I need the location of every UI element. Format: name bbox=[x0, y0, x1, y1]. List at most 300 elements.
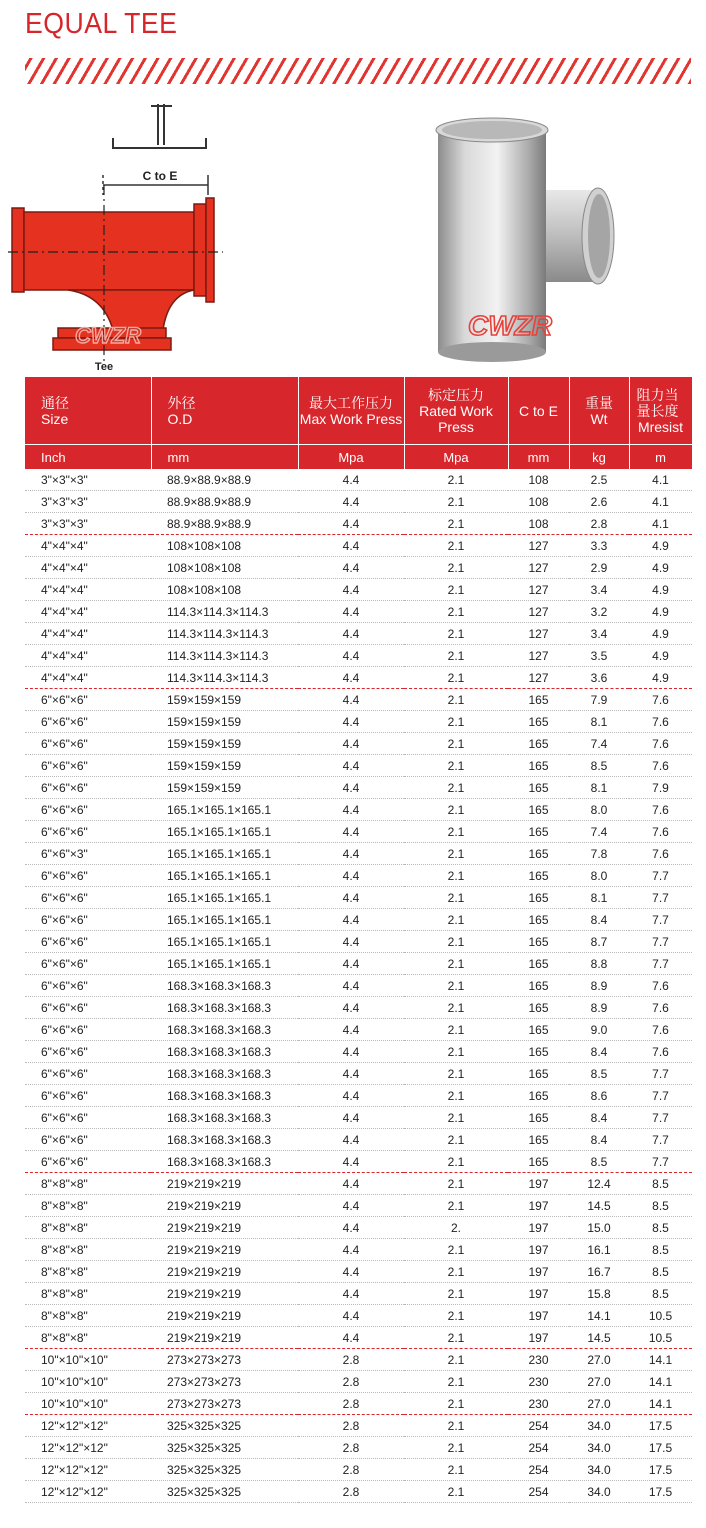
table-cell: 12"×12"×12" bbox=[25, 1415, 151, 1437]
table-cell: 4.4 bbox=[298, 1063, 404, 1085]
table-cell: 2.1 bbox=[404, 1327, 508, 1349]
table-cell: 7.6 bbox=[629, 821, 692, 843]
table-cell: 2.1 bbox=[404, 843, 508, 865]
table-cell: 6"×6"×6" bbox=[25, 733, 151, 755]
table-cell: 2.1 bbox=[404, 997, 508, 1019]
table-cell: 8.9 bbox=[569, 997, 629, 1019]
table-cell: 8"×8"×8" bbox=[25, 1239, 151, 1261]
table-cell: 8.1 bbox=[569, 887, 629, 909]
header-en: Max Work Press bbox=[299, 410, 403, 427]
table-cell: 197 bbox=[508, 1217, 569, 1239]
table-cell: 2.1 bbox=[404, 1371, 508, 1393]
table-cell: 8.4 bbox=[569, 1129, 629, 1151]
table-cell: 7.7 bbox=[629, 1129, 692, 1151]
table-row bbox=[25, 601, 692, 623]
table-cell: 8.7 bbox=[569, 931, 629, 953]
table-cell: 197 bbox=[508, 1261, 569, 1283]
table-cell: 165.1×165.1×165.1 bbox=[151, 931, 298, 953]
table-cell: 108×108×108 bbox=[151, 557, 298, 579]
table-cell: 168.3×168.3×168.3 bbox=[151, 1063, 298, 1085]
table-cell: 2.8 bbox=[298, 1481, 404, 1503]
table-row bbox=[25, 975, 692, 997]
table-cell: 2.1 bbox=[404, 799, 508, 821]
table-row bbox=[25, 689, 692, 711]
table-cell: 165.1×165.1×165.1 bbox=[151, 843, 298, 865]
table-cell: 3.3 bbox=[569, 535, 629, 557]
table-cell: 165 bbox=[508, 689, 569, 711]
table-cell: 16.1 bbox=[569, 1239, 629, 1261]
table-cell: 159×159×159 bbox=[151, 689, 298, 711]
table-cell: 4.4 bbox=[298, 1261, 404, 1283]
table-row bbox=[25, 1173, 692, 1195]
table-cell: 197 bbox=[508, 1173, 569, 1195]
table-cell: 2.1 bbox=[404, 1349, 508, 1371]
table-cell: 8.5 bbox=[629, 1261, 692, 1283]
table-cell: 10.5 bbox=[629, 1327, 692, 1349]
table-cell: 2.1 bbox=[404, 1283, 508, 1305]
table-row bbox=[25, 997, 692, 1019]
table-cell: 2.5 bbox=[569, 469, 629, 491]
table-cell: 8.8 bbox=[569, 953, 629, 975]
profile-symbol-icon bbox=[113, 104, 206, 148]
table-cell: 4.9 bbox=[629, 667, 692, 689]
table-cell: 7.7 bbox=[629, 887, 692, 909]
table-cell: 4.4 bbox=[298, 1173, 404, 1195]
header-zh: 阻力当量长度 bbox=[636, 386, 679, 419]
table-cell: 17.5 bbox=[629, 1437, 692, 1459]
table-cell: 7.7 bbox=[629, 1085, 692, 1107]
header-zh: 通径 bbox=[41, 394, 69, 411]
table-cell: 4"×4"×4" bbox=[25, 535, 151, 557]
header-en: O.D bbox=[167, 410, 193, 427]
header-zh: 标定压力 bbox=[428, 386, 484, 403]
table-cell: 2.1 bbox=[404, 1041, 508, 1063]
table-cell: 197 bbox=[508, 1305, 569, 1327]
table-cell: 4.4 bbox=[298, 623, 404, 645]
table-row bbox=[25, 645, 692, 667]
table-cell: 2.8 bbox=[298, 1393, 404, 1415]
table-cell: 4.4 bbox=[298, 491, 404, 513]
table-cell: 2.1 bbox=[404, 557, 508, 579]
table-cell: 4"×4"×4" bbox=[25, 601, 151, 623]
table-cell: 4.4 bbox=[298, 821, 404, 843]
table-cell: 2.1 bbox=[404, 1019, 508, 1041]
table-cell: 4"×4"×4" bbox=[25, 667, 151, 689]
table-row bbox=[25, 1019, 692, 1041]
table-cell: 8.9 bbox=[569, 975, 629, 997]
table-cell: 325×325×325 bbox=[151, 1459, 298, 1481]
table-cell: 8.5 bbox=[629, 1195, 692, 1217]
table-cell: 2.1 bbox=[404, 601, 508, 623]
table-cell: 108×108×108 bbox=[151, 535, 298, 557]
unit-cell: mm bbox=[508, 445, 569, 470]
table-cell: 168.3×168.3×168.3 bbox=[151, 1107, 298, 1129]
table-cell: 114.3×114.3×114.3 bbox=[151, 623, 298, 645]
table-cell: 219×219×219 bbox=[151, 1239, 298, 1261]
table-cell: 165 bbox=[508, 711, 569, 733]
table-cell: 6"×6"×6" bbox=[25, 931, 151, 953]
table-cell: 6"×6"×6" bbox=[25, 777, 151, 799]
table-cell: 10"×10"×10" bbox=[25, 1393, 151, 1415]
table-cell: 4.9 bbox=[629, 535, 692, 557]
table-cell: 2.1 bbox=[404, 777, 508, 799]
table-row bbox=[25, 469, 692, 491]
table-row bbox=[25, 1085, 692, 1107]
table-row bbox=[25, 777, 692, 799]
table-cell: 219×219×219 bbox=[151, 1305, 298, 1327]
table-cell: 4.4 bbox=[298, 865, 404, 887]
table-cell: 8.0 bbox=[569, 865, 629, 887]
table-cell: 254 bbox=[508, 1481, 569, 1503]
table-cell: 6"×6"×6" bbox=[25, 799, 151, 821]
table-cell: 2.1 bbox=[404, 1305, 508, 1327]
table-cell: 3.5 bbox=[569, 645, 629, 667]
table-cell: 6"×6"×6" bbox=[25, 997, 151, 1019]
table-cell: 4.1 bbox=[629, 513, 692, 535]
table-row bbox=[25, 1393, 692, 1415]
table-cell: 7.6 bbox=[629, 689, 692, 711]
table-cell: 165.1×165.1×165.1 bbox=[151, 953, 298, 975]
table-cell: 2.1 bbox=[404, 1173, 508, 1195]
table-cell: 197 bbox=[508, 1195, 569, 1217]
table-cell: 4.4 bbox=[298, 469, 404, 491]
table-cell: 8"×8"×8" bbox=[25, 1283, 151, 1305]
table-cell: 2.1 bbox=[404, 1393, 508, 1415]
table-cell: 168.3×168.3×168.3 bbox=[151, 1085, 298, 1107]
table-row bbox=[25, 909, 692, 931]
unit-cell: m bbox=[629, 445, 692, 470]
table-cell: 168.3×168.3×168.3 bbox=[151, 1019, 298, 1041]
table-row bbox=[25, 579, 692, 601]
table-cell: 165 bbox=[508, 865, 569, 887]
table-cell: 8.4 bbox=[569, 1107, 629, 1129]
table-cell: 4.4 bbox=[298, 1327, 404, 1349]
table-cell: 165 bbox=[508, 733, 569, 755]
table-cell: 4.9 bbox=[629, 645, 692, 667]
table-cell: 6"×6"×6" bbox=[25, 755, 151, 777]
table-cell: 8.5 bbox=[569, 1151, 629, 1173]
table-cell: 165 bbox=[508, 1129, 569, 1151]
table-cell: 9.0 bbox=[569, 1019, 629, 1041]
unit-cell: kg bbox=[569, 445, 629, 470]
table-cell: 168.3×168.3×168.3 bbox=[151, 997, 298, 1019]
table-cell: 165 bbox=[508, 997, 569, 1019]
table-cell: 4.4 bbox=[298, 557, 404, 579]
table-cell: 14.1 bbox=[569, 1305, 629, 1327]
table-cell: 15.0 bbox=[569, 1217, 629, 1239]
table-cell: 8.6 bbox=[569, 1085, 629, 1107]
header-en: Rated Work Press bbox=[419, 402, 493, 435]
table-cell: 2.1 bbox=[404, 469, 508, 491]
table-cell: 7.7 bbox=[629, 1063, 692, 1085]
table-cell: 4.4 bbox=[298, 909, 404, 931]
table-cell: 7.7 bbox=[629, 1107, 692, 1129]
table-cell: 10"×10"×10" bbox=[25, 1349, 151, 1371]
decorative-stripes bbox=[25, 58, 691, 84]
table-cell: 165 bbox=[508, 821, 569, 843]
table-cell: 2.9 bbox=[569, 557, 629, 579]
table-cell: 8"×8"×8" bbox=[25, 1217, 151, 1239]
table-cell: 114.3×114.3×114.3 bbox=[151, 645, 298, 667]
table-cell: 2.1 bbox=[404, 865, 508, 887]
table-cell: 7.6 bbox=[629, 799, 692, 821]
table-cell: 165.1×165.1×165.1 bbox=[151, 821, 298, 843]
table-cell: 34.0 bbox=[569, 1437, 629, 1459]
table-cell: 108 bbox=[508, 491, 569, 513]
table-row bbox=[25, 1481, 692, 1503]
table-cell: 4.4 bbox=[298, 1019, 404, 1041]
table-row bbox=[25, 623, 692, 645]
table-cell: 2.8 bbox=[569, 513, 629, 535]
table-cell: 165 bbox=[508, 909, 569, 931]
table-cell: 165 bbox=[508, 887, 569, 909]
table-cell: 4.4 bbox=[298, 535, 404, 557]
table-cell: 34.0 bbox=[569, 1415, 629, 1437]
table-row bbox=[25, 865, 692, 887]
table-cell: 2.1 bbox=[404, 821, 508, 843]
table-cell: 165 bbox=[508, 953, 569, 975]
table-row bbox=[25, 491, 692, 513]
table-cell: 219×219×219 bbox=[151, 1327, 298, 1349]
table-cell: 27.0 bbox=[569, 1393, 629, 1415]
watermark-left: CWZR bbox=[75, 323, 141, 348]
table-cell: 7.4 bbox=[569, 821, 629, 843]
table-cell: 165.1×165.1×165.1 bbox=[151, 909, 298, 931]
table-cell: 8.1 bbox=[569, 711, 629, 733]
unit-cell: Mpa bbox=[298, 445, 404, 470]
table-cell: 165.1×165.1×165.1 bbox=[151, 865, 298, 887]
column-header bbox=[298, 377, 404, 445]
table-cell: 2.1 bbox=[404, 1151, 508, 1173]
table-cell: 4.9 bbox=[629, 623, 692, 645]
table-cell: 8.5 bbox=[629, 1173, 692, 1195]
table-cell: 254 bbox=[508, 1415, 569, 1437]
table-cell: 7.7 bbox=[629, 953, 692, 975]
table-cell: 88.9×88.9×88.9 bbox=[151, 513, 298, 535]
table-row bbox=[25, 513, 692, 535]
table-cell: 114.3×114.3×114.3 bbox=[151, 667, 298, 689]
table-row bbox=[25, 1195, 692, 1217]
table-cell: 159×159×159 bbox=[151, 733, 298, 755]
table-cell: 2.1 bbox=[404, 1481, 508, 1503]
table-cell: 6"×6"×6" bbox=[25, 1085, 151, 1107]
table-cell: 6"×6"×6" bbox=[25, 1019, 151, 1041]
header-row bbox=[25, 377, 692, 445]
dimension-label: C to E bbox=[142, 169, 178, 183]
column-header bbox=[404, 377, 508, 445]
header-zh: 最大工作压力 bbox=[309, 394, 393, 411]
table-cell: 17.5 bbox=[629, 1481, 692, 1503]
table-cell: 2.1 bbox=[404, 711, 508, 733]
table-cell: 2.1 bbox=[404, 953, 508, 975]
table-cell: 7.4 bbox=[569, 733, 629, 755]
table-cell: 4.4 bbox=[298, 843, 404, 865]
table-cell: 159×159×159 bbox=[151, 777, 298, 799]
table-cell: 17.5 bbox=[629, 1415, 692, 1437]
table-cell: 2.1 bbox=[404, 931, 508, 953]
table-cell: 7.6 bbox=[629, 997, 692, 1019]
table-cell: 27.0 bbox=[569, 1371, 629, 1393]
table-cell: 7.6 bbox=[629, 1041, 692, 1063]
table-cell: 7.7 bbox=[629, 931, 692, 953]
table-cell: 6"×6"×6" bbox=[25, 1107, 151, 1129]
table-cell: 2.1 bbox=[404, 1459, 508, 1481]
table-cell: 165 bbox=[508, 1085, 569, 1107]
table-cell: 4.4 bbox=[298, 887, 404, 909]
table-cell: 14.1 bbox=[629, 1393, 692, 1415]
table-cell: 168.3×168.3×168.3 bbox=[151, 1151, 298, 1173]
table-cell: 219×219×219 bbox=[151, 1195, 298, 1217]
table-row bbox=[25, 887, 692, 909]
table-cell: 165 bbox=[508, 1107, 569, 1129]
table-cell: 4.9 bbox=[629, 579, 692, 601]
header-en: Size bbox=[41, 410, 69, 427]
table-cell: 6"×6"×6" bbox=[25, 1063, 151, 1085]
table-cell: 273×273×273 bbox=[151, 1371, 298, 1393]
table-cell: 12"×12"×12" bbox=[25, 1481, 151, 1503]
table-cell: 2.1 bbox=[404, 887, 508, 909]
table-cell: 3"×3"×3" bbox=[25, 491, 151, 513]
table-cell: 2.1 bbox=[404, 1107, 508, 1129]
table-cell: 2.1 bbox=[404, 975, 508, 997]
table-row bbox=[25, 1415, 692, 1437]
table-cell: 2.1 bbox=[404, 755, 508, 777]
header-en: Wt bbox=[590, 410, 608, 427]
table-cell: 3.4 bbox=[569, 579, 629, 601]
table-cell: 159×159×159 bbox=[151, 711, 298, 733]
table-cell: 4.4 bbox=[298, 579, 404, 601]
table-row bbox=[25, 1437, 692, 1459]
table-cell: 2.1 bbox=[404, 513, 508, 535]
table-cell: 108×108×108 bbox=[151, 579, 298, 601]
table-cell: 8"×8"×8" bbox=[25, 1195, 151, 1217]
table-cell: 325×325×325 bbox=[151, 1481, 298, 1503]
table-cell: 4.4 bbox=[298, 1151, 404, 1173]
table-cell: 8.5 bbox=[569, 755, 629, 777]
table-cell: 4.4 bbox=[298, 1041, 404, 1063]
table-cell: 14.5 bbox=[569, 1195, 629, 1217]
table-cell: 2.8 bbox=[298, 1349, 404, 1371]
table-cell: 4.1 bbox=[629, 469, 692, 491]
table-cell: 219×219×219 bbox=[151, 1173, 298, 1195]
table-cell: 4.4 bbox=[298, 513, 404, 535]
table-cell: 8.0 bbox=[569, 799, 629, 821]
spec-table bbox=[25, 377, 693, 1503]
table-cell: 2.1 bbox=[404, 733, 508, 755]
table-cell: 7.6 bbox=[629, 1019, 692, 1041]
table-cell: 6"×6"×6" bbox=[25, 975, 151, 997]
table-cell: 4.4 bbox=[298, 997, 404, 1019]
table-row bbox=[25, 755, 692, 777]
table-cell: 165 bbox=[508, 1041, 569, 1063]
column-header bbox=[25, 377, 151, 445]
table-cell: 325×325×325 bbox=[151, 1415, 298, 1437]
table-cell: 4.4 bbox=[298, 1283, 404, 1305]
table-cell: 2.1 bbox=[404, 535, 508, 557]
table-cell: 159×159×159 bbox=[151, 755, 298, 777]
table-cell: 4.4 bbox=[298, 601, 404, 623]
table-cell: 7.7 bbox=[629, 865, 692, 887]
table-cell: 4.4 bbox=[298, 755, 404, 777]
table-cell: 197 bbox=[508, 1327, 569, 1349]
table-cell: 4.4 bbox=[298, 733, 404, 755]
table-cell: 4.4 bbox=[298, 931, 404, 953]
table-cell: 4"×4"×4" bbox=[25, 579, 151, 601]
table-row bbox=[25, 667, 692, 689]
table-cell: 2.1 bbox=[404, 645, 508, 667]
unit-cell: Inch bbox=[25, 445, 151, 470]
table-cell: 165 bbox=[508, 975, 569, 997]
table-row bbox=[25, 843, 692, 865]
table-cell: 8.4 bbox=[569, 909, 629, 931]
table-cell: 6"×6"×3" bbox=[25, 843, 151, 865]
header-en: Mresist bbox=[637, 418, 684, 435]
table-row bbox=[25, 1063, 692, 1085]
table-cell: 2.8 bbox=[298, 1437, 404, 1459]
table-cell: 88.9×88.9×88.9 bbox=[151, 469, 298, 491]
table-cell: 2.1 bbox=[404, 1437, 508, 1459]
column-header bbox=[569, 377, 629, 445]
column-header bbox=[629, 377, 692, 445]
table-cell: 4.4 bbox=[298, 1085, 404, 1107]
table-cell: 197 bbox=[508, 1239, 569, 1261]
table-row bbox=[25, 557, 692, 579]
table-cell: 27.0 bbox=[569, 1349, 629, 1371]
table-cell: 4"×4"×4" bbox=[25, 645, 151, 667]
table-cell: 4.4 bbox=[298, 1195, 404, 1217]
table-cell: 4.4 bbox=[298, 777, 404, 799]
table-cell: 3"×3"×3" bbox=[25, 513, 151, 535]
table-cell: 4.4 bbox=[298, 689, 404, 711]
table-row bbox=[25, 1151, 692, 1173]
table-cell: 4.4 bbox=[298, 953, 404, 975]
table-cell: 4.9 bbox=[629, 601, 692, 623]
table-cell: 168.3×168.3×168.3 bbox=[151, 975, 298, 997]
table-cell: 10"×10"×10" bbox=[25, 1371, 151, 1393]
table-cell: 8"×8"×8" bbox=[25, 1327, 151, 1349]
table-cell: 165 bbox=[508, 777, 569, 799]
table-cell: 273×273×273 bbox=[151, 1349, 298, 1371]
table-cell: 2.1 bbox=[404, 1129, 508, 1151]
header-en: C to E bbox=[519, 402, 558, 419]
table-cell: 127 bbox=[508, 601, 569, 623]
column-header bbox=[508, 377, 569, 445]
table-row bbox=[25, 1239, 692, 1261]
table-cell: 7.6 bbox=[629, 733, 692, 755]
table-cell: 108 bbox=[508, 469, 569, 491]
table-cell: 8"×8"×8" bbox=[25, 1305, 151, 1327]
table-cell: 114.3×114.3×114.3 bbox=[151, 601, 298, 623]
table-cell: 7.9 bbox=[569, 689, 629, 711]
table-cell: 12"×12"×12" bbox=[25, 1459, 151, 1481]
table-cell: 165 bbox=[508, 1019, 569, 1041]
table-cell: 165 bbox=[508, 843, 569, 865]
table-cell: 2.1 bbox=[404, 667, 508, 689]
table-cell: 165 bbox=[508, 1063, 569, 1085]
table-cell: 10.5 bbox=[629, 1305, 692, 1327]
table-cell: 219×219×219 bbox=[151, 1283, 298, 1305]
table-cell: 165 bbox=[508, 1151, 569, 1173]
table-cell: 2.1 bbox=[404, 909, 508, 931]
page-title: EQUAL TEE bbox=[25, 8, 178, 40]
watermark-right: CWZR bbox=[468, 310, 552, 341]
table-cell: 168.3×168.3×168.3 bbox=[151, 1041, 298, 1063]
table-cell: 2.8 bbox=[298, 1371, 404, 1393]
table-cell: 12"×12"×12" bbox=[25, 1437, 151, 1459]
header-zh: 重量 bbox=[585, 394, 613, 411]
table-cell: 8.5 bbox=[629, 1217, 692, 1239]
table-cell: 6"×6"×6" bbox=[25, 909, 151, 931]
